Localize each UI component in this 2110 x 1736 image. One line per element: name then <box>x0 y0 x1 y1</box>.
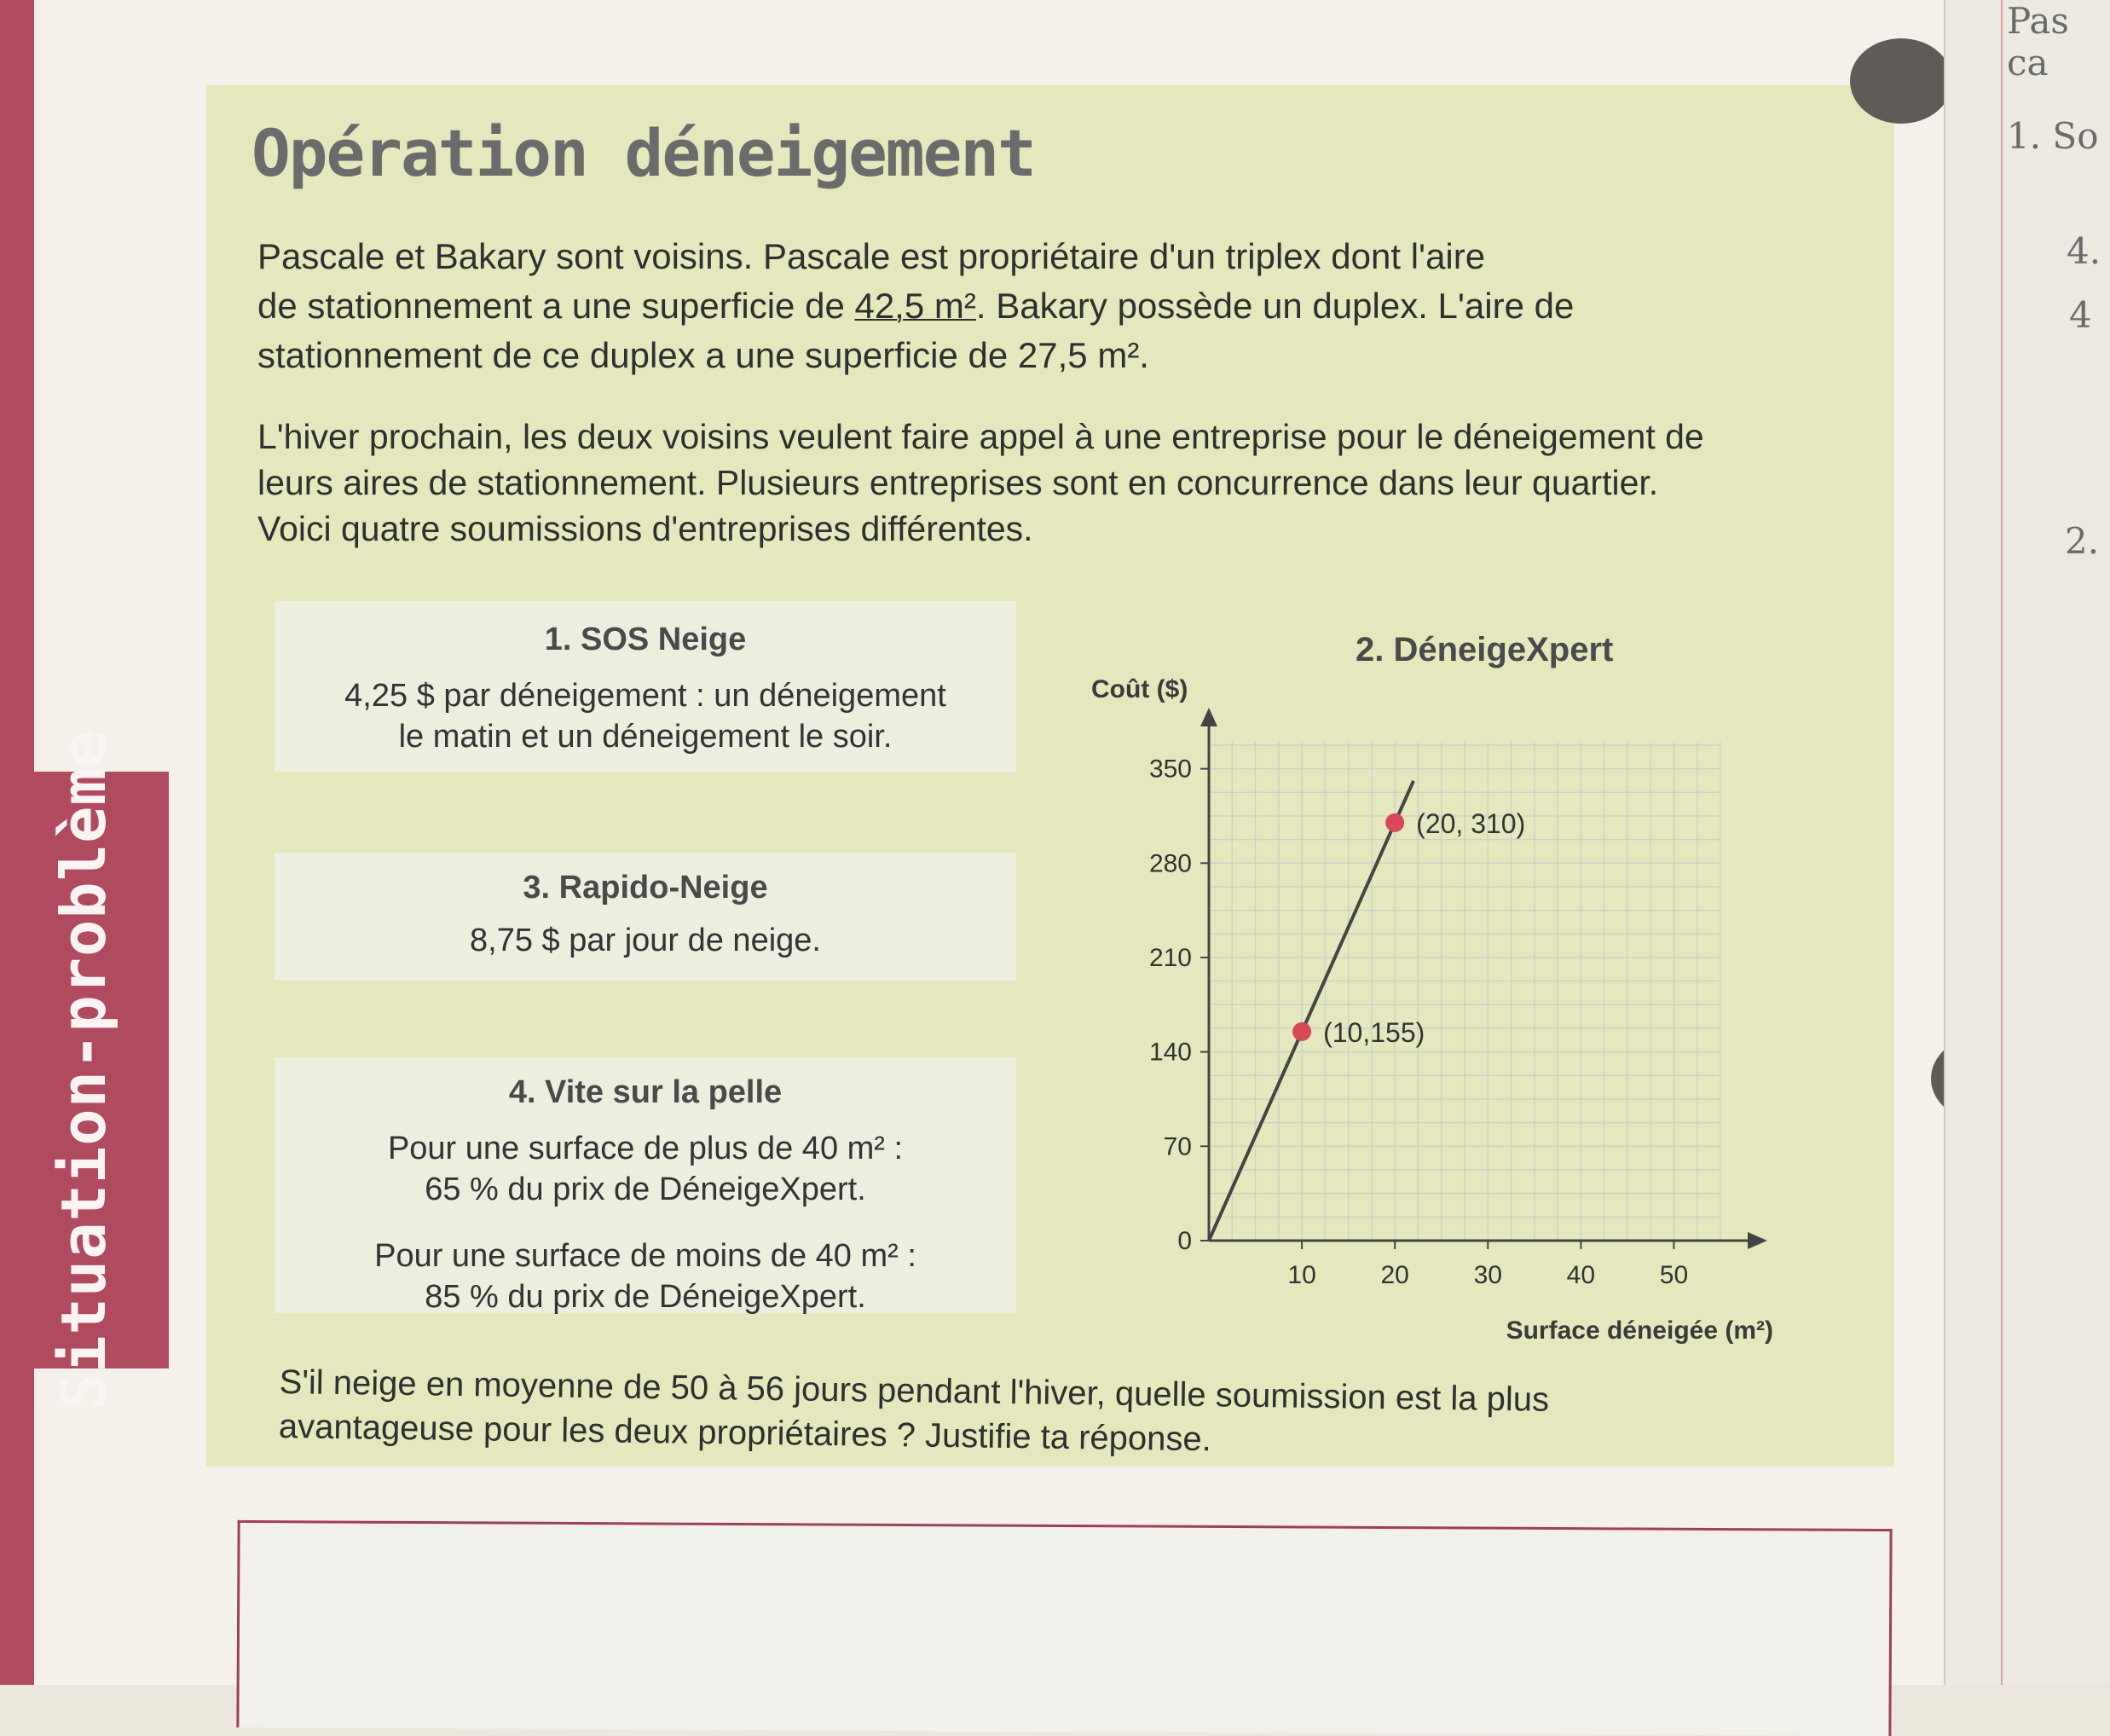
deneigexpert-chart <box>1083 665 1799 1356</box>
offer-title: 3. Rapido-Neige <box>523 870 768 906</box>
intro-line-2a: de stationnement a une superficie de <box>257 286 855 326</box>
intro-line-2c: . Bakary possède un duplex. L'aire de <box>975 286 1575 326</box>
intro-line-2 <box>257 281 1826 331</box>
y-axis-label: Coût ($) <box>1091 675 1188 703</box>
offer-line: 65 % du prix de DéneigeXpert. <box>425 1172 866 1207</box>
handwriting: 4 <box>2069 294 2092 336</box>
question-line-2: avantageuse pour les deux propriétaires ? Justifie ta réponse. <box>278 1407 1212 1459</box>
y-axis-arrow <box>1200 708 1217 726</box>
offer-rapido-neige <box>275 853 1016 981</box>
data-point-label: (20, 310) <box>1416 807 1526 839</box>
data-point-label: (10,155) <box>1323 1016 1425 1048</box>
offer-sos-neige <box>275 601 1016 772</box>
binder-hole <box>1850 38 1952 124</box>
x-axis-label: Surface déneigée (m²) <box>1506 1316 1773 1345</box>
handwriting: 1. So <box>2007 115 2099 157</box>
offer-line: 4,25 $ par déneigement : un déneigement <box>344 678 946 714</box>
context-line-1: L'hiver prochain, les deux voisins veulent faire appel à une entreprise pour le déneigement de <box>257 417 1704 456</box>
series-line <box>1209 781 1413 1241</box>
context-line-2: leurs aires de stationnement. Plusieurs entreprises sont en concurrence dans leur quartier. <box>257 463 1659 502</box>
chart-axes <box>1149 708 1767 1289</box>
offer-line: 8,75 $ par jour de neige. <box>470 923 821 958</box>
y-tick-label: 140 <box>1148 1038 1192 1067</box>
handwriting: 4. <box>2067 230 2101 272</box>
offer-line: le matin et un déneigement le soir. <box>398 719 893 755</box>
x-tick-label: 30 <box>1473 1261 1502 1289</box>
intro-line-1: Pascale et Bakary sont voisins. Pascale est propriétaire d'un triplex dont l'aire <box>257 236 1486 276</box>
offer-line: Pour une surface de moins de 40 m² : <box>374 1238 916 1274</box>
y-tick-label: 0 <box>1177 1227 1192 1255</box>
context-paragraph <box>257 414 1826 552</box>
data-point <box>1292 1022 1311 1041</box>
offer-title: 1. SOS Neige <box>544 622 747 657</box>
intro-line-3: stationnement de ce duplex a une superficie de 27,5 m². <box>257 335 1149 375</box>
chart-marks <box>1209 781 1525 1241</box>
margin-line <box>2001 0 2003 1685</box>
offer-vite-sur-la-pelle <box>275 1057 1016 1313</box>
offer-line: Pour une surface de plus de 40 m² : <box>387 1131 904 1166</box>
data-point <box>1385 813 1404 832</box>
x-tick-label: 10 <box>1287 1261 1316 1289</box>
x-tick-label: 50 <box>1659 1261 1689 1289</box>
y-tick-label: 350 <box>1148 755 1192 784</box>
x-axis-arrow <box>1748 1232 1767 1249</box>
side-tab-label: Situation-problème <box>48 729 119 1411</box>
handwriting: Pas ca <box>2007 0 2069 84</box>
y-tick-label: 210 <box>1148 943 1192 972</box>
answer-box[interactable] <box>236 1520 1892 1736</box>
offer-title: 4. Vite sur la pelle <box>508 1074 783 1110</box>
handwriting: 2. <box>2065 520 2100 562</box>
intro-paragraph <box>257 232 1826 380</box>
x-tick-label: 40 <box>1566 1261 1596 1289</box>
y-tick-label: 70 <box>1163 1132 1192 1161</box>
y-tick-label: 280 <box>1148 849 1192 878</box>
chart-title: 2. DéneigeXpert <box>1356 631 1614 668</box>
x-tick-label: 20 <box>1380 1261 1409 1289</box>
notebook-page <box>1944 0 2110 1685</box>
offer-line: 85 % du prix de DéneigeXpert. <box>425 1279 866 1315</box>
page-title: Opération déneigement <box>251 115 1035 191</box>
context-line-3: Voici quatre soumissions d'entreprises différentes. <box>257 509 1033 548</box>
question-line-1: S'il neige en moyenne de 50 à 56 jours pendant l'hiver, quelle soumission est la plus <box>279 1363 1550 1419</box>
triplex-area: 42,5 m² <box>854 286 976 326</box>
